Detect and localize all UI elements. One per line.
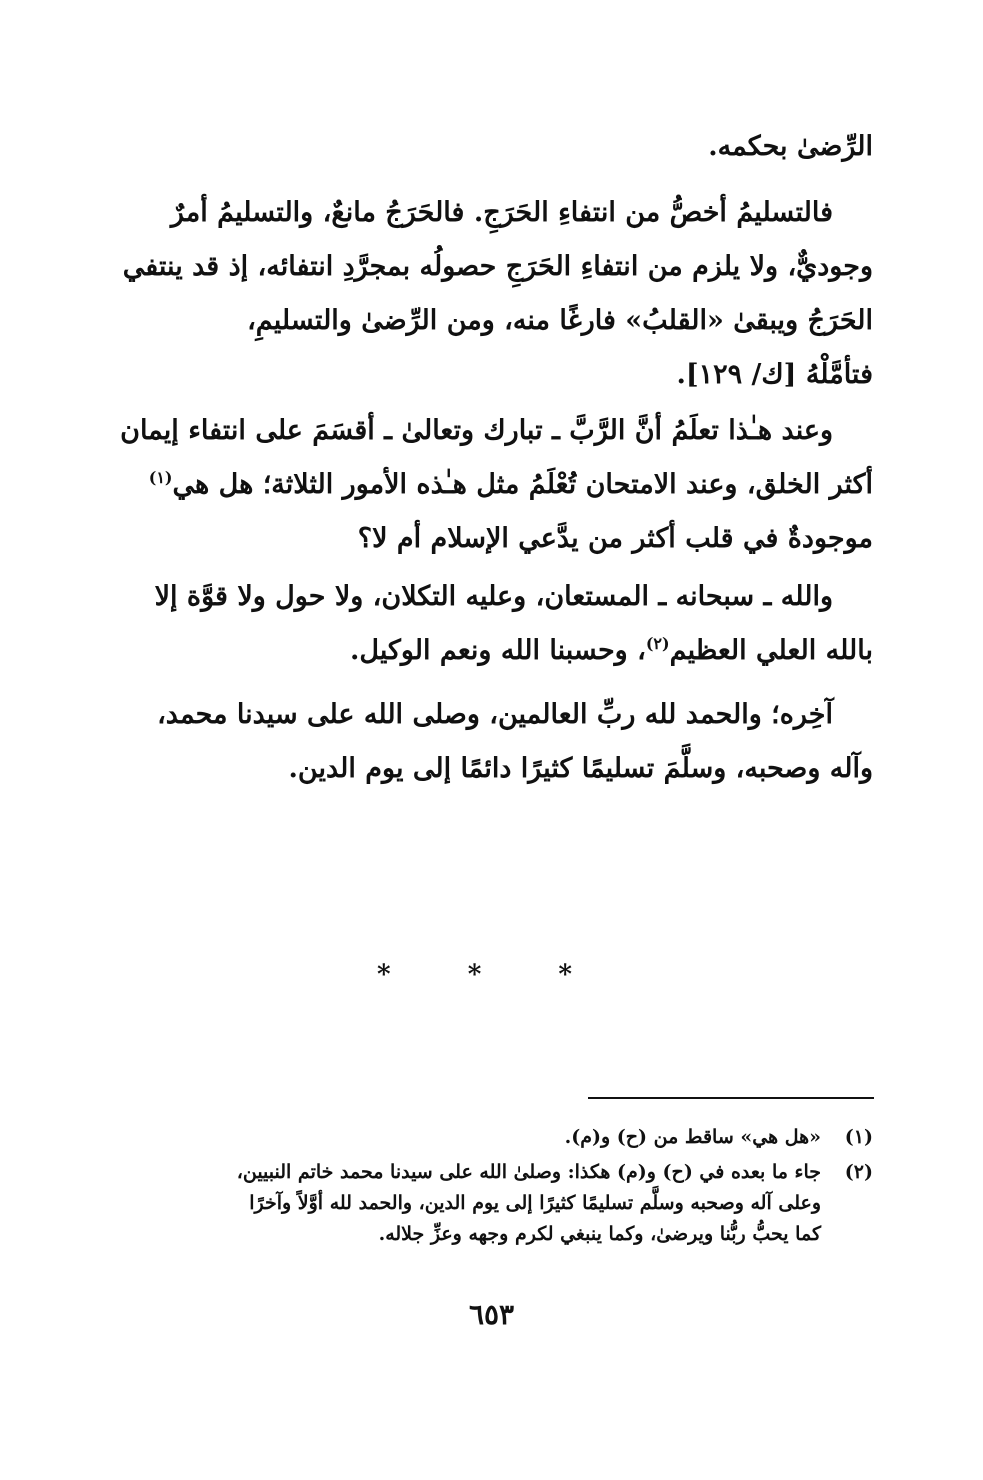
text-line: وجوديٌّ، ولا يلزم من انتفاءِ الحَرَجِ حصولُه بمجرَّدِ انتفائه، إذ قد ينتفي — [122, 251, 873, 282]
section-separator: * * * — [377, 960, 606, 990]
text-fragment: بالله العلي العظيم — [669, 635, 873, 666]
footnote-ref-1: (١) — [148, 468, 173, 487]
footnote-number: (٢) — [844, 1161, 873, 1183]
footnote-text: جاء ما بعده في (ح) و(م) هكذا: وصلىٰ الله على سيدنا محمد خاتم النبيين، — [236, 1161, 821, 1183]
paragraph-1 — [110, 186, 873, 402]
footnote-divider — [588, 1097, 874, 1099]
footnote-number: (١) — [844, 1126, 873, 1148]
paragraph-2 — [110, 404, 873, 566]
text-fragment: ، وحسبنا الله ونعم الوكيل. — [349, 635, 646, 666]
text-line — [110, 458, 873, 512]
text-line: فالتسليمُ أخصُّ من انتفاءِ الحَرَجِ. فالحَرَجُ مانعٌ، والتسليمُ أمرٌ — [170, 197, 833, 228]
text-line: والله ـ سبحانه ـ المستعان، وعليه التكلان، ولا حول ولا قوَّة إلا — [154, 581, 833, 612]
paragraph-4 — [110, 688, 873, 796]
footnote-text: «هل هي» ساقط من (ح) و(م). — [564, 1126, 821, 1148]
text-line: فتأمَّلْهُ [ك/ ١٢٩]. — [676, 359, 873, 390]
text-fragment: أكثر الخلق، وعند الامتحان تُعْلَمُ مثل هـٰذه الأمور الثلاثة؛ هل هي — [172, 469, 873, 500]
footnote-text: وعلى آله وصحبه وسلَّم تسليمًا كثيرًا إلى يوم الدين، والحمد لله أوَّلاً وآخرًا — [249, 1192, 821, 1214]
footnote-2 — [110, 1157, 873, 1250]
page-number: ٦٥٣ — [468, 1298, 515, 1331]
footnotes — [110, 1122, 873, 1250]
paragraph-3 — [110, 570, 873, 678]
footnote-ref-2: (٢) — [645, 634, 670, 653]
paragraph-continuation — [110, 120, 873, 174]
text-line: وآله وصحبه، وسلَّمَ تسليمًا كثيرًا دائمًا إلى يوم الدين. — [288, 753, 873, 784]
text-line — [110, 624, 873, 678]
text-line: الرِّضىٰ بحكمه. — [708, 131, 873, 162]
text-line: وعند هـٰذا تعلَمُ أنَّ الرَّبَّ ـ تبارك وتعالىٰ ـ أقسَمَ على انتفاء إيمان — [120, 415, 833, 446]
text-line: الحَرَجُ ويبقىٰ «القلبُ» فارغًا منه، ومن الرِّضىٰ والتسليمِ، — [247, 305, 873, 336]
text-line: آخِره؛ والحمد لله ربِّ العالمين، وصلى الله على سيدنا محمد، — [157, 699, 833, 730]
footnote-text: كما يحبُّ ربُّنا ويرضىٰ، وكما ينبغي لكرم وجهه وعزِّ جلاله. — [378, 1223, 821, 1245]
footnote-1 — [110, 1122, 873, 1153]
text-line: موجودةٌ في قلب أكثر من يدَّعي الإسلام أم لا؟ — [357, 523, 873, 554]
